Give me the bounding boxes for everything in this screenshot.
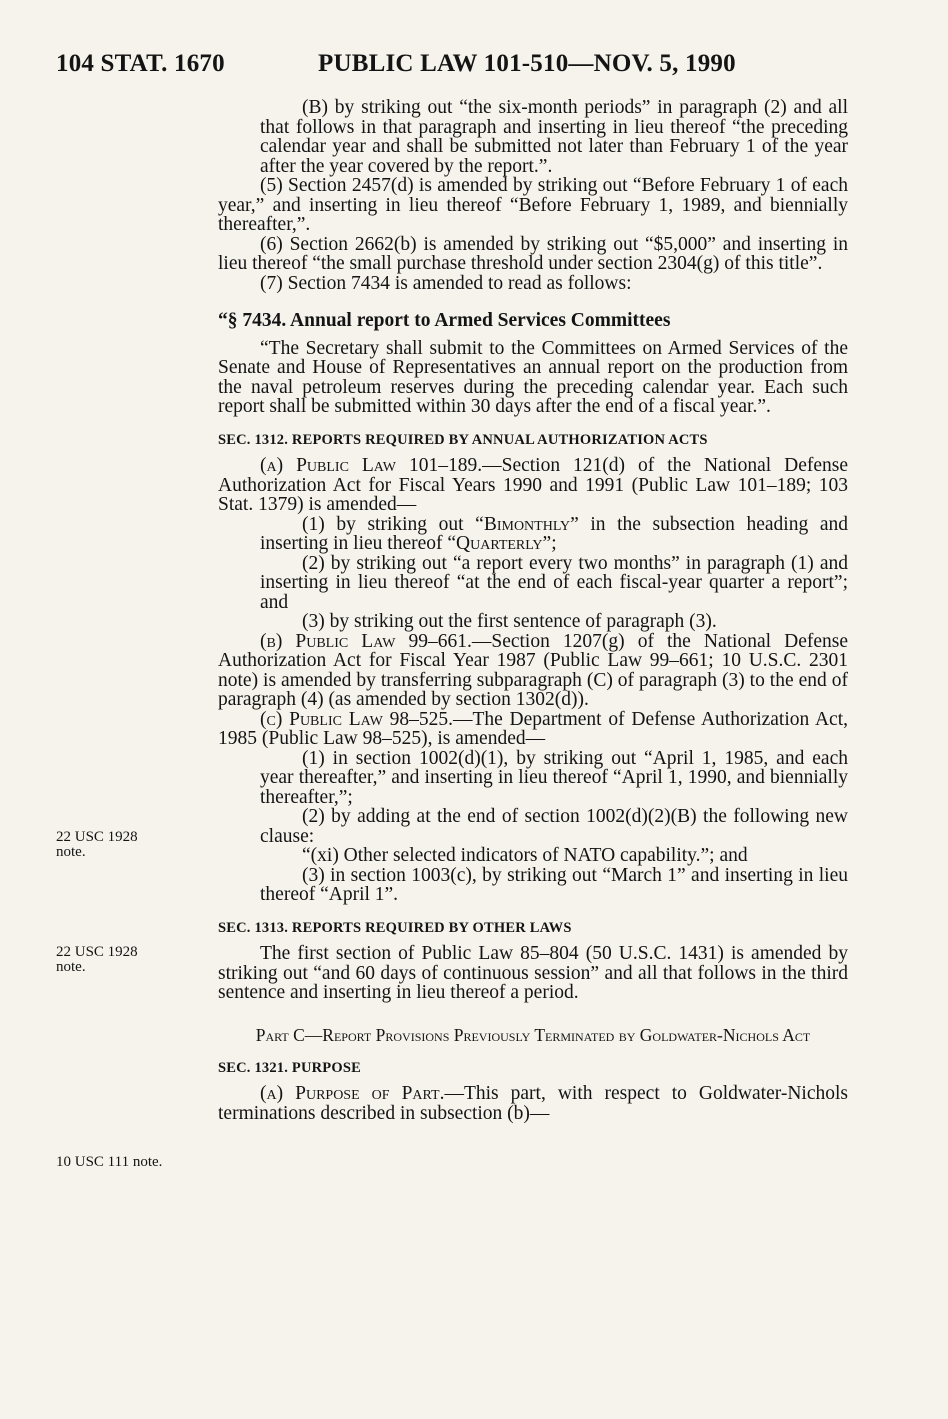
- section-1312-heading: SEC. 1312. REPORTS REQUIRED BY ANNUAL AUTHORIZATION ACTS: [218, 431, 708, 448]
- statute-body: [218, 98, 848, 1123]
- text-run: ”;: [542, 533, 557, 554]
- subsection-label: (a) Public Law 101–189.: [260, 455, 483, 476]
- public-law-title: PUBLIC LAW 101-510—NOV. 5, 1990: [318, 50, 736, 77]
- section-7434-body: “The Secretary shall submit to the Committees on Armed Services of the Senate and House of Representatives an annual report on the production from the naval petroleum reserves during the preceding calendar year. Each such report shall be submitted within 30 days after the end of a fiscal year.”.: [218, 337, 848, 417]
- paragraph-a3: (3) by striking out the first sentence of paragraph (3).: [302, 611, 717, 632]
- small-caps-word: Bimonthly: [483, 513, 571, 535]
- section-1313-body: The first section of Public Law 85–804 (50 U.S.C. 1431) is amended by striking out “and 60 days of continuous session” and all that follows in the third sentence and inserting in lieu thereof a period.: [218, 943, 848, 1003]
- subsection-text: —Section 1207(g) of the National Defense Authorization Act for Fiscal Year 1987 (Public Law 99–661; 10 U.S.C. 2301 note) is amended by transferring subparagraph (C) of paragraph (3) to the end of paragraph (4) (as amended by section 1302(d)).: [218, 630, 848, 710]
- paragraph-item-b: (B) by striking out “the six-month periods” in paragraph (2) and all that follows in that paragraph and inserting in lieu thereof “the preceding calendar year and shall be submitted not later than February 1 of the year after the year covered by the report.”.: [260, 97, 848, 177]
- subsection-label: (c) Public Law 98–525.: [260, 708, 453, 730]
- paragraph-c3: (3) in section 1003(c), by striking out “March 1” and inserting in lieu thereof “April 1”.: [260, 864, 848, 905]
- subsection-c-public-law-98-525: [218, 710, 848, 749]
- side-note-usc-citation: [56, 945, 196, 975]
- side-note-usc-citation: [56, 830, 196, 860]
- subsection-label: (a) Purpose of Part.: [260, 1083, 445, 1104]
- subsection-text: —The Department of Defense Authorization Act, 1985 (Public Law 98–525), is amended—: [218, 708, 848, 749]
- paragraph-a1: [218, 515, 848, 554]
- side-note-line: note.: [56, 844, 86, 860]
- section-1321-subsection-a: [218, 1084, 848, 1123]
- paragraph-item-5: (5) Section 2457(d) is amended by striking out “Before February 1 of each year,” and inserting in lieu thereof “Before February 1, 1989, and biennially thereafter,”.: [218, 175, 848, 235]
- paragraph-c2: (2) by adding at the end of section 1002(d)(2)(B) the following new clause:: [260, 806, 848, 847]
- stat-page-citation: 104 STAT. 1670: [56, 50, 225, 77]
- paragraph-item-6: (6) Section 2662(b) is amended by striking out “$5,000” and inserting in lieu thereof “the small purchase threshold under section 2304(g) of this title”.: [218, 233, 848, 274]
- subsection-text: —This part, with respect to Goldwater-Nichols terminations described in subsection (b)—: [218, 1083, 848, 1124]
- small-caps-word: Quarterly: [456, 533, 543, 554]
- side-note-usc-citation: [56, 1155, 196, 1170]
- side-note-line: 22 USC 1928: [56, 829, 138, 845]
- side-note-line: note.: [56, 959, 86, 975]
- paragraph-c1: (1) in section 1002(d)(1), by striking out “April 1, 1985, and each year thereafter,” and inserting in lieu thereof “April 1, 1990, and biennially thereafter,”;: [260, 747, 848, 808]
- side-note-line: 10 USC 111 note.: [56, 1154, 163, 1170]
- section-1321-heading: SEC. 1321. PURPOSE: [218, 1059, 361, 1076]
- paragraph-a2: (2) by striking out “a report every two months” in paragraph (1) and inserting in lieu thereof “at the end of each fiscal-year quarter a report”; and: [260, 552, 848, 613]
- text-run: ” in the subsection heading and inserting in lieu thereof “: [260, 513, 848, 554]
- paragraph-c2-clause: “(xi) Other selected indicators of NATO capability.”; and: [302, 845, 748, 866]
- subsection-a-public-law-101-189: [218, 456, 848, 515]
- side-note-line: 22 USC 1928: [56, 944, 138, 960]
- section-1313-heading: SEC. 1313. REPORTS REQUIRED BY OTHER LAWS: [218, 919, 572, 936]
- subsection-label: (b) Public Law 99–661.: [260, 630, 472, 652]
- section-7434-heading: “§ 7434. Annual report to Armed Services Committees: [218, 310, 671, 331]
- part-c-heading: Part C—Report Provisions Previously Terminated by Goldwater-Nichols Act: [255, 1024, 811, 1045]
- subsection-b-public-law-99-661: [218, 632, 848, 710]
- subsection-text: —Section 121(d) of the National Defense Authorization Act for Fiscal Years 1990 and 1991 (Public Law 101–189; 103 Stat. 1379) is amended—: [218, 455, 848, 515]
- paragraph-item-7: (7) Section 7434 is amended to read as follows:: [260, 272, 632, 294]
- text-run: (1) by striking out “: [302, 513, 484, 535]
